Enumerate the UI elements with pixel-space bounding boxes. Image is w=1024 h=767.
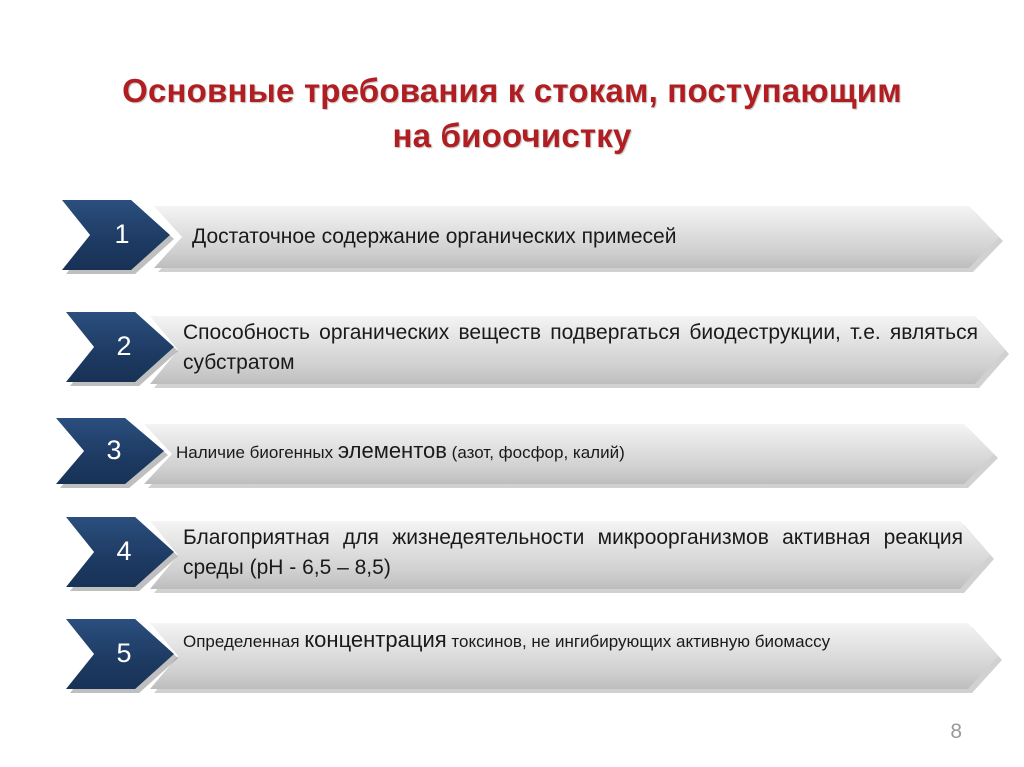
requirement-text-part: токсинов, не ингибирующих активную биомассу	[446, 632, 831, 651]
requirement-text-emphasis: концентрация	[304, 627, 447, 652]
requirement-number: 1	[114, 219, 130, 249]
slide-title-line-1: Основные требования к стокам, поступающим	[122, 72, 902, 109]
requirement-number: 2	[116, 331, 132, 361]
requirement-text-emphasis: элементов	[337, 438, 447, 463]
requirement-text	[183, 627, 973, 655]
requirement-item-1	[0, 200, 1024, 275]
slide-title-line-2: на биоочистку	[392, 117, 632, 154]
requirement-number: 3	[106, 435, 122, 465]
requirement-item-2	[0, 310, 1024, 390]
requirement-text	[176, 438, 976, 466]
requirement-number: 5	[116, 638, 132, 668]
requirement-item-4	[0, 515, 1024, 595]
requirement-text-part: Наличие биогенных	[176, 443, 338, 462]
requirement-text-part: (азот, фосфор, калий)	[446, 443, 625, 462]
requirement-number: 4	[116, 536, 132, 566]
requirement-text: Способность органических веществ подвергаться биодеструкции, т.е. являться субстратом	[183, 321, 978, 374]
requirement-text: Благоприятная для жизнедеятельности микроорганизмов активная реакция среды (pH - 6,5 – 8,5)	[183, 526, 963, 579]
requirement-item-5	[0, 617, 1024, 697]
requirement-text: Достаточное содержание органических примесей	[192, 225, 677, 248]
page-number: 8	[950, 720, 962, 743]
requirement-text-part: Определенная	[183, 632, 305, 651]
requirement-item-3	[0, 418, 1024, 490]
